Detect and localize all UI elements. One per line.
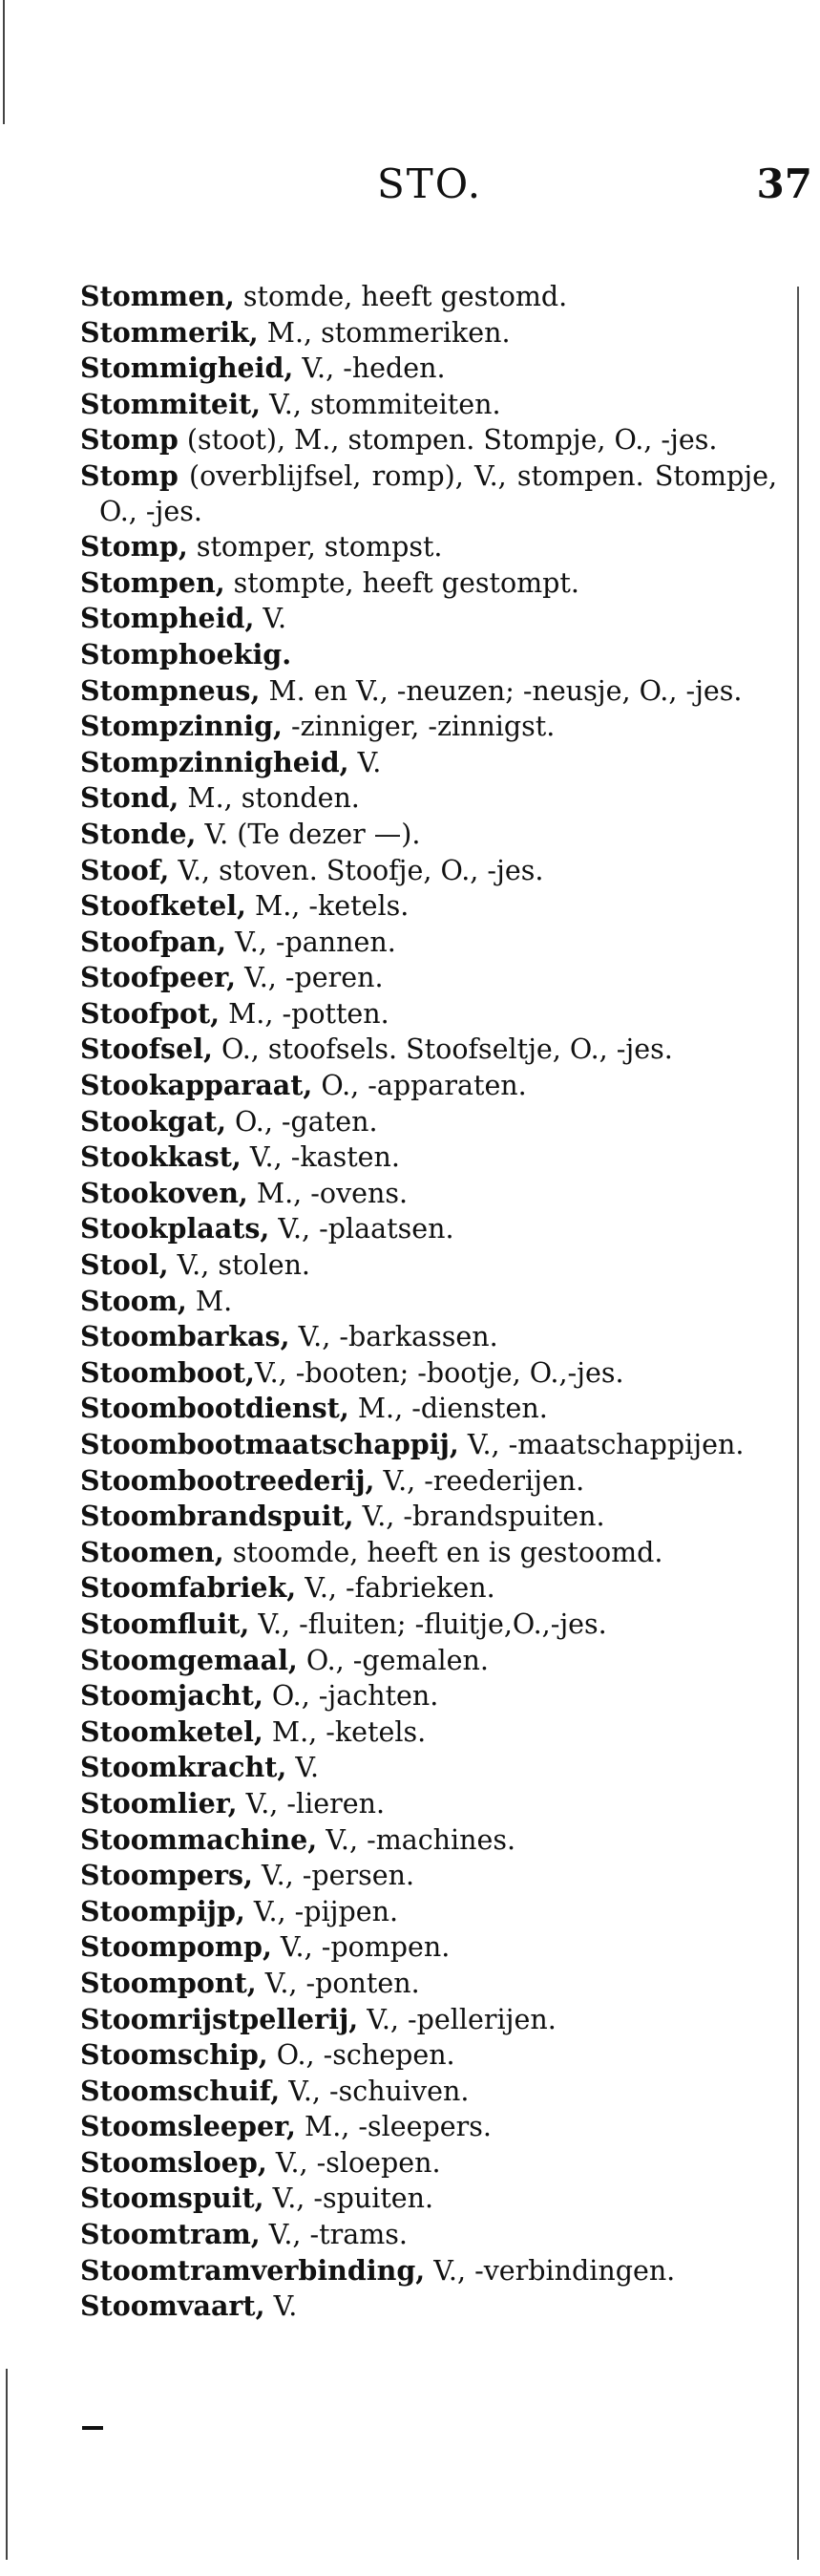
end-dash (82, 2426, 103, 2430)
entry-definition: V. (Te dezer —). (196, 818, 421, 850)
entry-definition: V., -persen. (252, 1860, 415, 1892)
entry-headword: Stoombootmaatschappij, (80, 1428, 459, 1460)
entry-definition: O., -gemalen. (297, 1644, 489, 1676)
entry-headword: Stoomen, (80, 1535, 224, 1568)
scan-edge-line (3, 0, 5, 124)
dictionary-entry (80, 1929, 777, 1966)
dictionary-entry (80, 1499, 777, 1535)
dictionary-entry (80, 1607, 777, 1643)
entry-headword: Stommigheid, (80, 351, 294, 385)
entry-headword: Stompen, (80, 565, 225, 599)
entry-definition: V., -trams. (260, 2219, 408, 2251)
dictionary-entry (80, 1535, 777, 1571)
entry-headword: Stommiteit, (80, 387, 262, 420)
dictionary-entry (80, 2181, 777, 2217)
dictionary-entry (80, 1678, 777, 1714)
entry-headword: Stomphoekig. (80, 637, 292, 671)
entry-definition: V., -ponten. (256, 1967, 420, 1999)
entry-headword: Stoompomp, (80, 1930, 272, 1964)
dictionary-entry (80, 1284, 777, 1320)
entry-definition: V. (348, 746, 382, 778)
entry-headword: Stoofpan, (80, 925, 227, 958)
entry-definition: M., stommeriken. (258, 316, 511, 349)
scan-edge-line-bottom (6, 2369, 8, 2560)
dictionary-entry (80, 1247, 777, 1284)
column-rule (797, 287, 799, 2560)
dictionary-entry (80, 1104, 777, 1140)
entry-definition: O., -gaten. (226, 1105, 378, 1138)
entry-headword: Stoomschip, (80, 2038, 268, 2072)
dictionary-entry (80, 1068, 777, 1104)
dictionary-entry (80, 853, 777, 889)
entry-definition: O., stoofsels. Stoofseltje, O., -jes. (212, 1033, 673, 1066)
dictionary-entry (80, 565, 777, 602)
entry-headword: Stoombootdienst, (80, 1392, 349, 1425)
entry-definition: V., -schuiven. (280, 2075, 470, 2107)
dictionary-entry (80, 960, 777, 996)
dictionary-entry (80, 1643, 777, 1679)
dictionary-entry (80, 279, 777, 315)
dictionary-entry (80, 458, 777, 529)
dictionary-entry (80, 745, 777, 781)
dictionary-entry (80, 888, 777, 925)
entry-headword: Stoomboot, (80, 1355, 255, 1389)
entry-definition: V., -plaatsen. (269, 1213, 454, 1245)
entry-headword: Stompneus, (80, 673, 261, 707)
dictionary-entry (80, 2217, 777, 2253)
entry-definition: M. en V., -neuzen; -neusje, O., -jes. (260, 674, 743, 707)
entry-headword: Stoomspuit, (80, 2182, 264, 2215)
entry-definition: V., -sloepen. (266, 2146, 441, 2179)
dictionary-entry (80, 1427, 777, 1463)
entry-definition: V., stommiteiten. (261, 388, 501, 420)
entry-headword: Stoomketel, (80, 1714, 263, 1748)
entry-headword: Stoomkracht, (80, 1751, 287, 1784)
dictionary-entry (80, 1966, 777, 2002)
entry-headword: Stommerik, (80, 315, 259, 349)
dictionary-entry (80, 1211, 777, 1247)
entry-headword: Stool, (80, 1248, 169, 1282)
entry-definition: O., -schepen. (267, 2039, 455, 2072)
entry-headword: Stoomschuif, (80, 2074, 281, 2107)
entry-headword: Stookkast, (80, 1140, 242, 1174)
dictionary-entry (80, 996, 777, 1033)
entry-definition: V. (254, 603, 287, 635)
dictionary-entry (80, 780, 777, 817)
dictionary-entry (80, 422, 777, 458)
dictionary-entry (80, 1786, 777, 1822)
entry-definition: V., stolen. (168, 1249, 310, 1282)
entry-definition: V., -spuiten. (263, 2182, 434, 2215)
entry-definition: V., -fabrieken. (296, 1572, 495, 1605)
entry-headword: Stookplaats, (80, 1212, 270, 1245)
entry-definition: (overblijfsel, romp), V., stompen. Stompje, O., -jes. (99, 459, 777, 527)
dictionary-entry (80, 1176, 777, 1212)
entry-definition: V., -booten; -bootje, O.,-jes. (254, 1356, 624, 1389)
entry-headword: Stookoven, (80, 1176, 248, 1209)
entry-headword: Stoompont, (80, 1966, 257, 1999)
entry-headword: Stoom, (80, 1284, 187, 1317)
entry-definition: V., stoven. Stoofje, O., -jes. (169, 854, 544, 886)
entry-headword: Stomp (80, 423, 179, 457)
running-head: STO. (377, 160, 483, 207)
entry-headword: Stoofketel, (80, 889, 246, 923)
dictionary-entry (80, 2074, 777, 2110)
entry-definition: M., -ketels. (263, 1715, 427, 1748)
entry-headword: Stompzinnigheid, (80, 745, 349, 778)
dictionary-entry (80, 925, 777, 961)
dictionary-entry (80, 637, 777, 673)
dictionary-entry (80, 2109, 777, 2145)
dictionary-entry (80, 315, 777, 351)
entry-definition: (stoot), M., stompen. Stompje, O., -jes. (178, 424, 718, 457)
entry-headword: Stoofsel, (80, 1033, 213, 1066)
entry-definition: V., -machines. (317, 1823, 516, 1856)
entry-definition: V., -verbindingen. (425, 2254, 676, 2287)
entry-headword: Stoomjacht, (80, 1679, 263, 1713)
dictionary-entry (80, 673, 777, 710)
entry-headword: Stoombootreederij, (80, 1463, 375, 1497)
entry-headword: Stoomfabriek, (80, 1571, 297, 1605)
entry-headword: Stoomsloep, (80, 2145, 267, 2179)
dictionary-entry (80, 2002, 777, 2038)
entry-headword: Stoompers, (80, 1859, 253, 1892)
dictionary-entry (80, 2037, 777, 2074)
entry-definition: V., -reederijen. (374, 1464, 585, 1497)
entry-definition: V., -heden. (293, 352, 446, 385)
entry-headword: Stoompijp, (80, 1894, 245, 1927)
entry-definition: M., -ketels. (245, 890, 410, 923)
entry-definition: M., stonden. (179, 782, 360, 815)
dictionary-entry (80, 387, 777, 423)
entry-headword: Stomp, (80, 530, 188, 564)
dictionary-entry (80, 709, 777, 745)
entry-definition: M., -ovens. (247, 1177, 409, 1209)
dictionary-entry (80, 1570, 777, 1607)
entry-definition: V., -barkassen. (289, 1321, 498, 1353)
dictionary-entry (80, 1139, 777, 1176)
entry-headword: Stond, (80, 781, 179, 815)
dictionary-entry (80, 2289, 777, 2325)
dictionary-entry (80, 1714, 777, 1751)
entry-definition: stomper, stompst. (187, 531, 443, 564)
entry-headword: Stoombrandspuit, (80, 1500, 354, 1533)
dictionary-entry (80, 529, 777, 565)
entry-definition: V. (264, 2290, 298, 2323)
dictionary-entry (80, 1032, 777, 1068)
entry-headword: Stoomsleeper, (80, 2110, 296, 2143)
entry-definition: V., -brandspuiten. (353, 1501, 605, 1533)
entry-definition: V., -pannen. (226, 926, 396, 958)
entry-headword: Stoomfluit, (80, 1607, 250, 1640)
dictionary-entry (80, 1319, 777, 1355)
entry-definition: O., -jachten. (263, 1680, 439, 1713)
entry-headword: Stompzinnig, (80, 710, 283, 743)
page-number: 37 (756, 160, 812, 207)
entry-headword: Stoomlier, (80, 1786, 238, 1820)
entry-definition: -zinniger, -zinnigst. (282, 711, 556, 743)
entry-headword: Stoomrijstpellerij, (80, 2002, 359, 2035)
entry-definition: V., -pijpen. (244, 1895, 399, 1927)
entry-headword: Stoommachine, (80, 1822, 318, 1856)
entry-definition: V., -pellerijen. (358, 2003, 557, 2035)
entry-definition: O., -apparaten. (312, 1070, 527, 1102)
entry-headword: Stoomtram, (80, 2218, 261, 2251)
entry-definition: V. (286, 1752, 320, 1784)
entry-headword: Stoomtramverbinding, (80, 2253, 426, 2287)
entry-headword: Stoof, (80, 853, 170, 886)
dictionary-entry (80, 351, 777, 387)
dictionary-entry (80, 1858, 777, 1894)
entry-definition: M., -potten. (220, 997, 389, 1030)
entry-headword: Stonde, (80, 817, 197, 850)
entry-headword: Stoofpot, (80, 996, 221, 1030)
page-header (0, 143, 820, 210)
dictionary-entry (80, 1750, 777, 1786)
entry-definition: M., -sleepers. (295, 2111, 492, 2143)
dictionary-entry (80, 1894, 777, 1930)
entry-definition: V., -pompen. (271, 1931, 451, 1964)
entry-definition: V., -lieren. (237, 1787, 386, 1820)
entry-definition: M., -diensten. (348, 1393, 548, 1425)
entry-definition: stomde, heeft gestomd. (234, 281, 568, 312)
dictionary-entry (80, 817, 777, 853)
entry-headword: Stoombarkas, (80, 1320, 290, 1353)
entry-headword: Stookgat, (80, 1104, 226, 1138)
entry-headword: Stompheid, (80, 602, 255, 635)
entry-definition: stoomde, heeft en is gestoomd. (223, 1536, 663, 1568)
entry-headword: Stoofpeer, (80, 961, 237, 994)
entry-headword: Stommen, (80, 280, 235, 312)
dictionary-entry (80, 1463, 777, 1500)
entry-definition: V., -maatschappijen. (458, 1429, 745, 1460)
entry-definition: M. (186, 1285, 233, 1317)
entry-headword: Stoomvaart, (80, 2289, 265, 2323)
entry-headword: Stoomgemaal, (80, 1643, 298, 1676)
entry-definition: V., -fluiten; -fluitje,O.,-jes. (249, 1607, 607, 1640)
dictionary-entry (80, 2145, 777, 2182)
dictionary-entry (80, 2253, 777, 2289)
dictionary-entries (80, 279, 777, 2325)
entry-definition: V., -peren. (236, 962, 384, 994)
entry-definition: V., -kasten. (241, 1141, 400, 1174)
dictionary-entry (80, 1822, 777, 1859)
dictionary-entry (80, 601, 777, 637)
entry-definition: stompte, heeft gestompt. (224, 566, 579, 599)
entry-headword: Stookapparaat, (80, 1069, 313, 1102)
dictionary-entry (80, 1355, 777, 1392)
entry-headword: Stomp (80, 458, 179, 492)
dictionary-entry (80, 1391, 777, 1427)
